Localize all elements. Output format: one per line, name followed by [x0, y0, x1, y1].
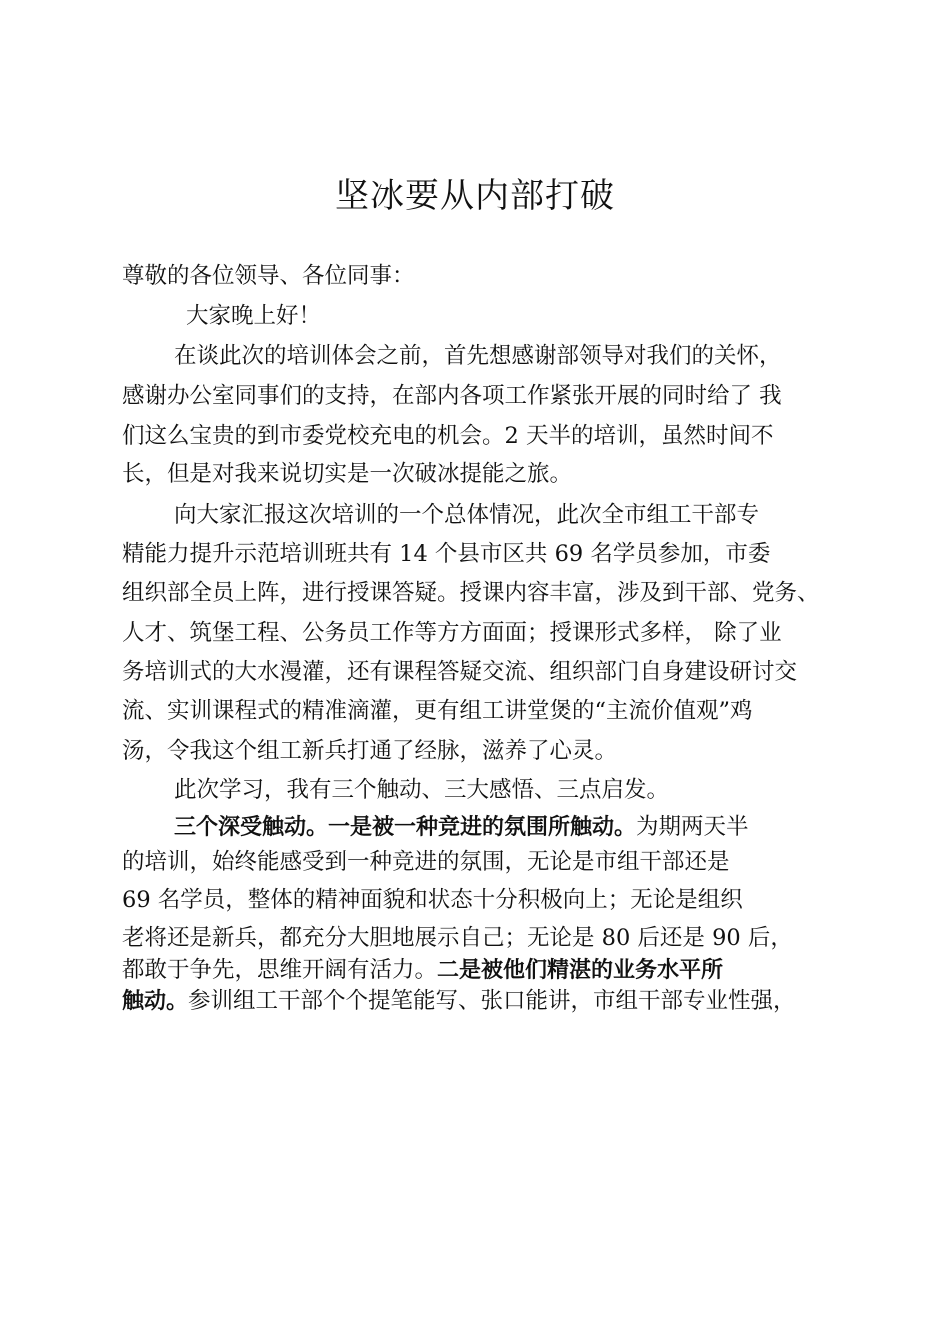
paragraph-4-line-6: [122, 985, 796, 1018]
paragraph-4-line-6-text: 参训组工干部个个提笔能写、张口能讲，市组干部专业性强，: [188, 988, 796, 1014]
paragraph-4-line-3: 69 名学员，整体的精神面貌和状态十分积极向上；无论是组织: [122, 887, 743, 913]
paragraph-2-line-3: 组织部全员上阵，进行授课答疑。授课内容丰富，涉及到干部、党务、: [122, 580, 820, 606]
paragraph-1-line-4: 长，但是对我来说切实是一次破冰提能之旅。: [122, 461, 573, 487]
paragraph-4-line-1: [174, 811, 749, 844]
paragraph-2-line-2: 精能力提升示范培训班共有 14 个县市区共 69 名学员参加，市委: [122, 541, 771, 567]
paragraph-1-line-3: 们这么宝贵的到市委党校充电的机会。2 天半的培训，虽然时间不: [122, 423, 774, 449]
paragraph-4-line-2: 的培训，始终能感受到一种竞进的氛围，无论是市组干部还是: [122, 849, 730, 875]
paragraph-2-line-4: 人才、筑堡工程、公务员工作等方方面面；授课形式多样， 除了业: [122, 620, 782, 646]
paragraph-2-line-5: 务培训式的大水漫灌，还有课程答疑交流、组织部门自身建设研讨交: [122, 659, 798, 685]
paragraph-4-line-4: 老将还是新兵，都充分大胆地展示自己；无论是 80 后还是 90 后，: [122, 925, 793, 951]
paragraph-3: 此次学习，我有三个触动、三大感悟、三点启发。: [174, 777, 670, 803]
paragraph-2-line-1: 向大家汇报这次培训的一个总体情况，此次全市组工干部专: [174, 502, 760, 528]
paragraph-4-line-5: [122, 954, 723, 987]
paragraph-4-line-1-text: 为期两天半: [636, 814, 749, 840]
salutation: 尊敬的各位领导、各位同事：: [122, 263, 415, 289]
paragraph-1-line-1: 在谈此次的培训体会之前，首先想感谢部领导对我们的关怀，: [174, 343, 782, 369]
paragraph-4-line-5-text: 都敢于争先，思维开阔有活力。: [122, 957, 438, 983]
greeting: 大家晚上好！: [186, 303, 322, 329]
bold-heading-touched: 三个深受触动。一是被一种竞进的氛围所触动。: [174, 815, 637, 840]
paragraph-2-line-6: 流、实训课程式的精准滴灌，更有组工讲堂煲的“主流价值观”鸡: [122, 698, 753, 724]
bold-phrase-business-level: 二是被他们精湛的业务水平所: [437, 958, 724, 983]
paragraph-2-line-7: 汤，令我这个组工新兵打通了经脉，滋养了心灵。: [122, 738, 618, 764]
bold-phrase-touched-end: 触动。: [122, 989, 189, 1014]
document-title: 坚冰要从内部打破: [335, 176, 615, 216]
paragraph-1-line-2: 感谢办公室同事们的支持，在部内各项工作紧张开展的同时给了 我: [122, 383, 782, 409]
